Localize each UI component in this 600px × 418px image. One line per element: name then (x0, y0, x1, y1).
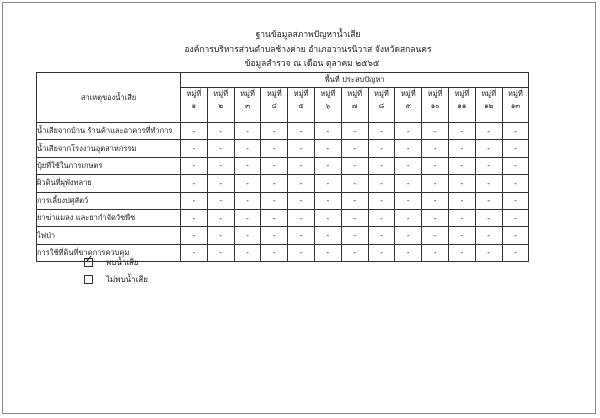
table-cell: - (341, 175, 368, 192)
table-cell: - (368, 227, 395, 244)
village-header (234, 88, 261, 123)
table-cell: - (448, 175, 475, 192)
table-cell: - (181, 244, 208, 261)
table-cell: - (475, 175, 502, 192)
village-header (422, 88, 449, 123)
table-cell: - (502, 140, 529, 157)
cause-label: การเลี้ยงปศุสัตว์ (37, 192, 181, 209)
legend-not-found-label: ไม่พบน้ำเสีย (106, 275, 148, 284)
table-row (37, 175, 529, 192)
survey-date-line: ข้อมูลสำรวจ ณ เดือน ตุลาคม ๒๕๖๕ (244, 59, 380, 69)
table-cell: - (341, 227, 368, 244)
table-cell: - (181, 227, 208, 244)
table-cell: - (288, 209, 315, 226)
village-header (261, 88, 288, 123)
village-header (448, 88, 475, 123)
table-cell: - (395, 209, 422, 226)
village-number: ๙ (405, 102, 411, 110)
cause-rows (37, 123, 529, 262)
table-cell: - (368, 244, 395, 261)
checked-checkbox-icon: ✓ (85, 254, 94, 265)
table-cell: - (261, 157, 288, 174)
table-cell: - (314, 209, 341, 226)
cause-label: การใช้ที่ดินที่ขาดการควบคุม (37, 244, 181, 261)
table-cell: - (181, 192, 208, 209)
affected-area-header: พื้นที่ ประสบปัญหา (181, 73, 529, 88)
table-cell: - (181, 157, 208, 174)
organization-line: องค์การบริหารส่วนตำบลช้างค่าย อำเภอวานรนิวาส จังหวัดสกลนคร (184, 45, 432, 55)
cause-label: ไฟป่า (37, 227, 181, 244)
village-prefix: หมู่ที่ (213, 89, 229, 98)
table-cell: - (181, 123, 208, 140)
table-cell: - (448, 209, 475, 226)
table-cell: - (448, 244, 475, 261)
cause-label: ผิวดินที่ผุพังทลาย (37, 175, 181, 192)
village-header (368, 88, 395, 123)
table-cell: - (475, 192, 502, 209)
village-prefix: หมู่ที่ (293, 89, 309, 98)
table-cell: - (502, 209, 529, 226)
table-cell: - (422, 175, 449, 192)
table-cell: - (207, 140, 234, 157)
table-cell: - (261, 227, 288, 244)
table-cell: - (395, 175, 422, 192)
village-header (475, 88, 502, 123)
table-cell: - (368, 175, 395, 192)
table-cell: - (422, 192, 449, 209)
table-cell: - (448, 140, 475, 157)
village-prefix: หมู่ที่ (481, 89, 497, 98)
village-number: ๔ (271, 102, 277, 110)
table-cell: - (422, 123, 449, 140)
table-cell: - (314, 157, 341, 174)
table-cell: - (448, 123, 475, 140)
village-header (502, 88, 529, 123)
table-cell: - (341, 209, 368, 226)
table-cell: - (341, 140, 368, 157)
village-prefix: หมู่ที่ (454, 89, 470, 98)
table-cell: - (234, 123, 261, 140)
table-cell: - (314, 140, 341, 157)
table-row (37, 140, 529, 157)
village-prefix: หมู่ที่ (427, 89, 443, 98)
table-cell: - (422, 157, 449, 174)
table-cell: - (368, 140, 395, 157)
table-cell: - (314, 227, 341, 244)
table-cell: - (475, 209, 502, 226)
table-cell: - (207, 227, 234, 244)
table-cell: - (448, 192, 475, 209)
table-row (37, 157, 529, 174)
table-cell: - (261, 123, 288, 140)
table-cell: - (422, 244, 449, 261)
village-number: ๑๒ (484, 102, 494, 110)
village-prefix: หมู่ที่ (347, 89, 363, 98)
table-cell: - (475, 227, 502, 244)
table-cell: - (341, 244, 368, 261)
table-cell: - (395, 227, 422, 244)
table-cell: - (261, 175, 288, 192)
village-number: ๓ (245, 102, 250, 110)
table-cell: - (181, 175, 208, 192)
table-cell: - (288, 140, 315, 157)
table-cell: - (207, 157, 234, 174)
table-cell: - (288, 192, 315, 209)
table-cell: - (207, 123, 234, 140)
table-cell: - (314, 123, 341, 140)
table-cell: - (422, 227, 449, 244)
table-cell: - (341, 157, 368, 174)
village-number: ๑ (191, 102, 197, 110)
table-cell: - (475, 157, 502, 174)
table-row (37, 209, 529, 226)
table-cell: - (207, 175, 234, 192)
village-number: ๑๓ (510, 102, 521, 110)
unchecked-checkbox-icon (84, 275, 93, 284)
table-cell: - (368, 123, 395, 140)
cause-label: น้ำเสียจากบ้าน ร้านค้าและอาคารที่ทำการ (37, 123, 181, 140)
table-cell: - (395, 123, 422, 140)
table-cell: - (502, 175, 529, 192)
village-prefix: หมู่ที่ (266, 89, 282, 98)
table-cell: - (234, 140, 261, 157)
table-cell: - (234, 157, 261, 174)
table-cell: - (261, 209, 288, 226)
village-number: ๖ (325, 102, 331, 110)
village-number: ๑๐ (430, 102, 440, 110)
table-row (37, 227, 529, 244)
village-number: ๗ (352, 102, 358, 110)
table-cell: - (502, 244, 529, 261)
village-number: ๑๑ (457, 102, 467, 110)
legend-found (84, 256, 139, 269)
table-cell: - (181, 209, 208, 226)
document-title: ฐานข้อมูลสภาพปัญหาน้ำเสีย (255, 30, 361, 40)
table-cell: - (261, 192, 288, 209)
village-number: ๕ (298, 102, 304, 110)
table-cell: - (395, 192, 422, 209)
table-cell: - (341, 192, 368, 209)
table-cell: - (368, 157, 395, 174)
village-prefix: หมู่ที่ (400, 89, 416, 98)
table-cell: - (234, 192, 261, 209)
village-prefix: หมู่ที่ (320, 89, 336, 98)
table-row (37, 123, 529, 140)
table-cell: - (475, 244, 502, 261)
table-cell: - (234, 244, 261, 261)
table-cell: - (288, 157, 315, 174)
wastewater-table (36, 72, 529, 262)
table-cell: - (422, 209, 449, 226)
village-number: ๒ (218, 102, 223, 110)
cause-label: ยาฆ่าแมลง และยากำจัดวัชพืช (37, 209, 181, 226)
village-header (395, 88, 422, 123)
table-cell: - (475, 140, 502, 157)
table-cell: - (261, 244, 288, 261)
table-cell: - (288, 227, 315, 244)
village-prefix: หมู่ที่ (374, 89, 389, 98)
legend-not-found (84, 273, 148, 286)
table-cell: - (314, 244, 341, 261)
cause-label: ปุ๋ยที่ใช้ในการเกษตร (37, 157, 181, 174)
table-cell: - (368, 192, 395, 209)
village-prefix: หมู่ที่ (240, 89, 255, 98)
village-header (341, 88, 368, 123)
table-cell: - (234, 175, 261, 192)
table-cell: - (422, 140, 449, 157)
table-cell: - (207, 209, 234, 226)
table-cell: - (502, 157, 529, 174)
cause-column-header: สาเหตุของน้ำเสีย (37, 73, 181, 123)
table-cell: - (261, 140, 288, 157)
table-cell: - (341, 123, 368, 140)
village-prefix: หมู่ที่ (186, 89, 202, 98)
table-cell: - (314, 192, 341, 209)
village-header (288, 88, 315, 123)
village-header (314, 88, 341, 123)
table-cell: - (314, 175, 341, 192)
table-cell: - (502, 227, 529, 244)
cause-label: น้ำเสียจากโรงงานอุตสาหกรรม (37, 140, 181, 157)
table-cell: - (207, 244, 234, 261)
table-cell: - (395, 157, 422, 174)
table-cell: - (448, 157, 475, 174)
table-cell: - (234, 227, 261, 244)
table-cell: - (395, 244, 422, 261)
table-cell: - (288, 175, 315, 192)
table-cell: - (288, 244, 315, 261)
table-cell: - (234, 209, 261, 226)
table-cell: - (368, 209, 395, 226)
legend-found-label: พบน้ำเสีย (106, 258, 139, 267)
table-cell: - (448, 227, 475, 244)
table-cell: - (181, 140, 208, 157)
table-cell: - (288, 123, 315, 140)
table-cell: - (395, 140, 422, 157)
table-row (37, 192, 529, 209)
village-header (181, 88, 208, 123)
table-cell: - (502, 192, 529, 209)
table-cell: - (475, 123, 502, 140)
village-number: ๘ (378, 102, 385, 110)
village-header (207, 88, 234, 123)
table-cell: - (207, 192, 234, 209)
table-cell: - (502, 123, 529, 140)
village-prefix: หมู่ที่ (508, 89, 523, 98)
